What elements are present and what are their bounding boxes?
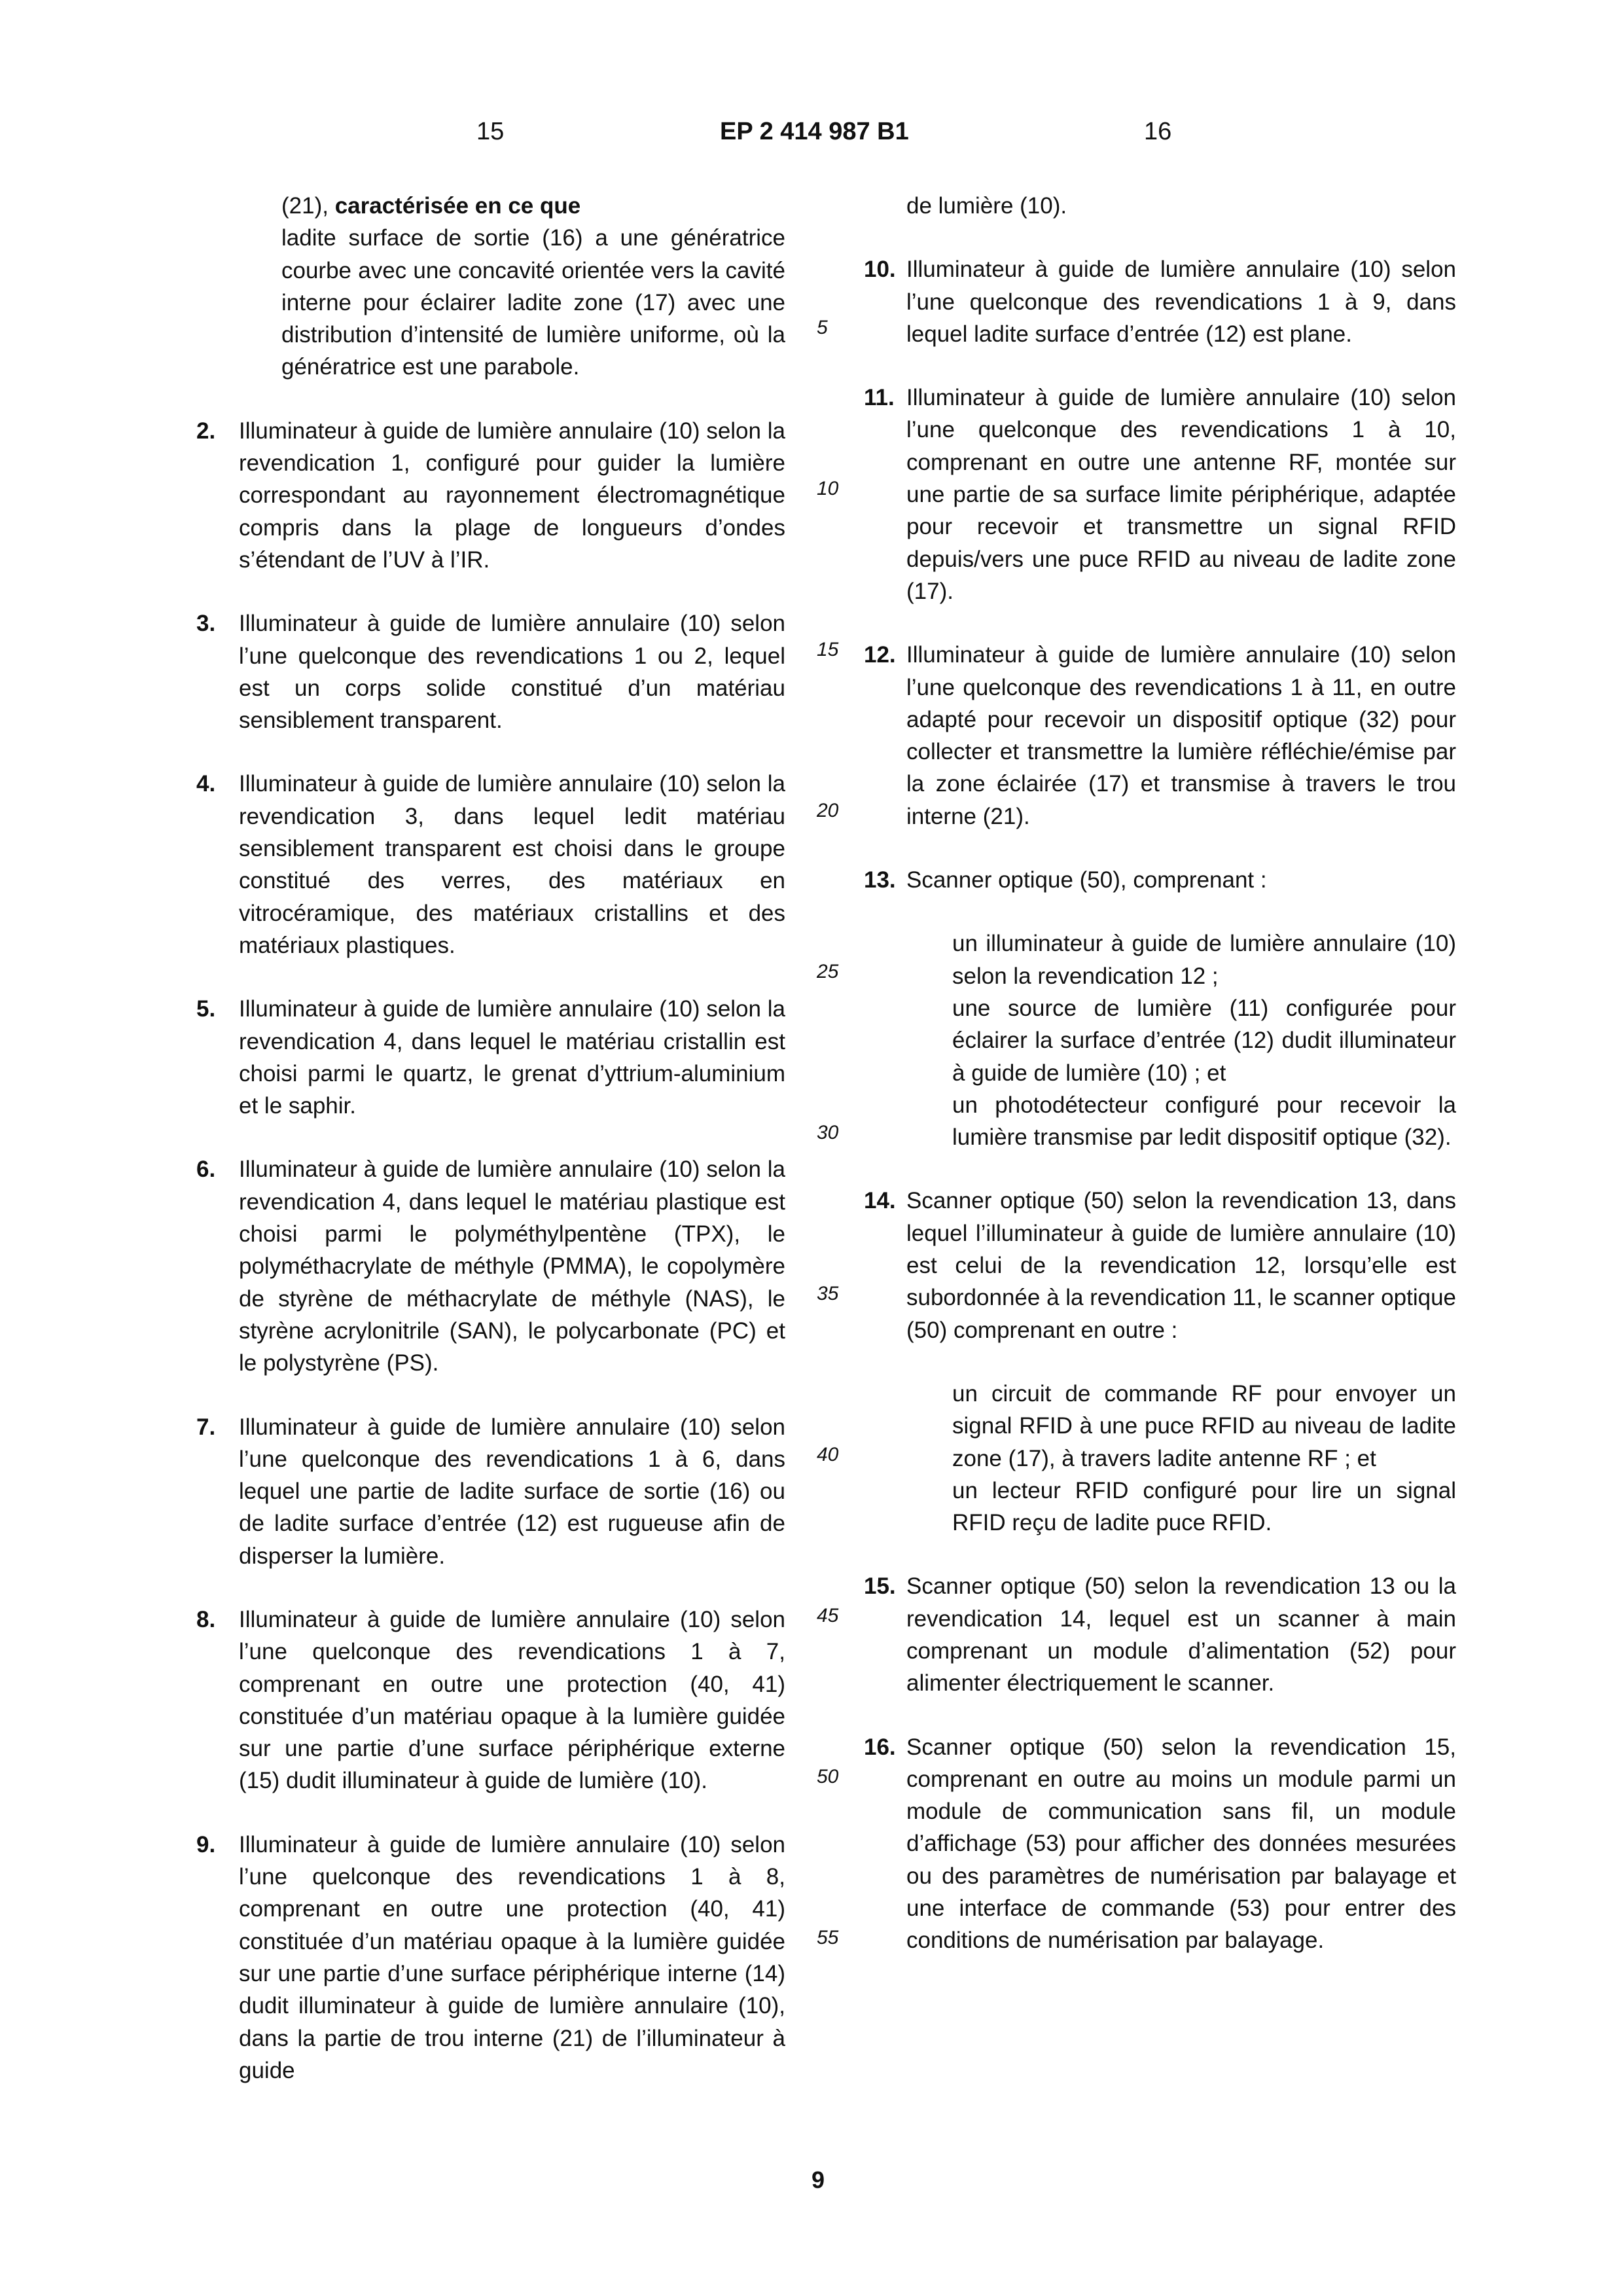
claim-12: 12. Illuminateur à guide de lumière annulaire (10) selon l’une quelconque des revendications 1 à 11, en outre adapté pour recevoir un dispositif optique (32) pour collecter et transmettre la lumière réfléchie/émise par la zone éclairée (17) et transmise à travers le trou interne (21). [864, 642, 1456, 829]
header-left-page-number: 15 [476, 118, 505, 145]
claim-13: 13. Scanner optique (50), comprenant : [864, 867, 1267, 893]
claim-3: 3. Illuminateur à guide de lumière annulaire (10) selon l’une quelconque des revendications 1 ou 2, lequel est un corps solide constitué d’un matériau sensiblement transparent. [196, 611, 785, 734]
line-number: 20 [817, 800, 839, 821]
line-number: 5 [817, 317, 828, 338]
claim-9: 9. Illuminateur à guide de lumière annulaire (10) selon l’une quelconque des revendications 1 à 8, comprenant en outre une protection (40, 41) constituée d’un matériau opaque à la lumière guidée sur une partie d’une surface périphérique interne (14) dudit illuminateur à guide de lumière annulaire (10), dans la partie de trou interne (21) de l’illuminateur à guide [196, 1831, 785, 2083]
line-number: 15 [817, 639, 839, 660]
right-column [864, 190, 1456, 1957]
header-document-id: EP 2 414 987 B1 [720, 118, 909, 145]
claim-14-item: un circuit de commande RF pour envoyer un signal RFID à une puce RFID au niveau de ladite zone (17), à travers ladite antenne RF ; et [952, 1380, 1456, 1471]
claim-10: 10. Illuminateur à guide de lumière annulaire (10) selon l’une quelconque des revendications 1 à 9, dans lequel ladite surface d’entrée (12) est plane. [864, 257, 1456, 347]
claim-2: 2. Illuminateur à guide de lumière annulaire (10) selon la revendication 1, configuré pour guider la lumière correspondant au rayonnement électromagnétique compris dans la plage de longueurs d’ondes s’étendant de l’UV à l’IR. [196, 418, 785, 573]
claim-13-items [952, 927, 1456, 1153]
line-number: 55 [817, 1927, 839, 1948]
claim-1-continuation: (21), caractérisée en ce que ladite surface de sortie (16) a une génératrice courbe avec une concavité orientée vers la cavité interne pour éclairer ladite zone (17) avec une distribution d’intensité de lumière uniforme, où la génératrice est une parabole. [281, 193, 785, 380]
claim-14-item: un lecteur RFID configuré pour lire un signal RFID reçu de ladite puce RFID. [952, 1477, 1456, 1536]
claim-14: 14. Scanner optique (50) selon la revendication 13, dans lequel l’illuminateur à guide de lumière annulaire (10) est celui de la revendication 12, lorsqu’elle est subordonnée à la revendication 11, le scanner optique (50) comprenant en outre : [864, 1188, 1456, 1343]
claim-5: 5. Illuminateur à guide de lumière annulaire (10) selon la revendication 4, dans lequel le matériau cristallin est choisi parmi le quartz, le grenat d’yttrium-aluminium et le saphir. [196, 996, 785, 1119]
claim-16: 16. Scanner optique (50) selon la revendication 15, comprenant en outre au moins un module parmi un module de communication sans fil, un module d’affichage (53) pour afficher des données mesurées ou des paramètres de numérisation par balayage et une interface de commande (53) pour entrer des conditions de numérisation par balayage. [864, 1734, 1456, 1954]
claim-11: 11. Illuminateur à guide de lumière annulaire (10) selon l’une quelconque des revendications 1 à 10, comprenant en outre une antenne RF, montée sur une partie de sa surface limite périphérique, adaptée pour recevoir et transmettre un signal RFID depuis/vers une puce RFID au niveau de ladite zone (17). [864, 385, 1456, 604]
claim-8: 8. Illuminateur à guide de lumière annulaire (10) selon l’une quelconque des revendications 1 à 7, comprenant en outre une protection (40, 41) constituée d’un matériau opaque à la lumière guidée sur une partie d’une surface périphérique externe (15) dudit illuminateur à guide de lumière (10). [196, 1606, 785, 1794]
claim-13-item: un illuminateur à guide de lumière annulaire (10) selon la revendication 12 ; [952, 931, 1456, 989]
claim-6: 6. Illuminateur à guide de lumière annulaire (10) selon la revendication 4, dans lequel le matériau plastique est choisi parmi le polyméthylpentène (TPX), le polyméthacrylate de méthyle (PMMA), le copolymère de styrène de méthacrylate de méthyle (NAS), le styrène acrylonitrile (SAN), le polycarbonate (PC) et le polystyrène (PS). [196, 1157, 785, 1376]
claim-7: 7. Illuminateur à guide de lumière annulaire (10) selon l’une quelconque des revendications 1 à 6, dans lequel une partie de ladite surface de sortie (16) ou de ladite surface d’entrée (12) est rugueuse afin de disperser la lumière. [196, 1414, 785, 1569]
page-number: 9 [812, 2166, 825, 2193]
claim-13-item: un photodétecteur configuré pour recevoir la lumière transmise par ledit dispositif optique (32). [952, 1092, 1456, 1151]
claim-9-continuation: de lumière (10). [906, 193, 1067, 219]
line-number: 35 [817, 1283, 839, 1304]
line-number: 50 [817, 1766, 839, 1787]
left-column [196, 190, 785, 2087]
line-number: 45 [817, 1605, 839, 1626]
line-number: 25 [817, 961, 839, 982]
claim-13-item: une source de lumière (11) configurée pour éclairer la surface d’entrée (12) dudit illuminateur à guide de lumière (10) ; et [952, 995, 1456, 1086]
line-number: 40 [817, 1444, 839, 1465]
claim-4: 4. Illuminateur à guide de lumière annulaire (10) selon la revendication 3, dans lequel ledit matériau sensiblement transparent est choisi dans le groupe constitué des verres, des matériaux en vitrocéramique, des matériaux cristallins et des matériaux plastiques. [196, 771, 785, 958]
claim-15: 15. Scanner optique (50) selon la revendication 13 ou la revendication 14, lequel est un scanner à main comprenant un module d’alimentation (52) pour alimenter électriquement le scanner. [864, 1573, 1456, 1696]
line-number: 10 [817, 478, 839, 499]
line-number: 30 [817, 1122, 839, 1143]
header-right-page-number: 16 [1144, 118, 1172, 145]
claim-14-items [952, 1378, 1456, 1539]
